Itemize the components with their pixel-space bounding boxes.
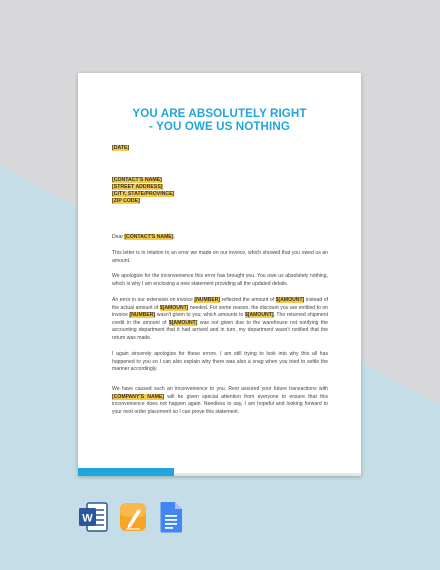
address-street: [STREET ADDRESS]: [112, 184, 163, 190]
title-line-1: YOU ARE ABSOLUTELY RIGHT: [132, 107, 307, 120]
salutation-prefix: Dear: [112, 234, 125, 240]
p3-text-4: needed. For some reason, the discount you are entitled to on invoice: [112, 304, 328, 319]
p3-amount-3: $[AMOUNT]: [244, 312, 274, 319]
p3-invoice-number-1: [NUMBER]: [194, 297, 221, 303]
paragraph-3: [112, 297, 328, 343]
salutation-suffix: ,: [173, 234, 175, 240]
date-placeholder: [DATE]: [112, 145, 130, 151]
p5-company-name: [COMPANY'S NAME]: [112, 393, 164, 400]
salutation: [112, 234, 328, 242]
document-page: [78, 73, 361, 476]
p3-text-6: . The returned shipment credit in the amount of: [112, 312, 328, 326]
paragraph-5: [112, 386, 328, 416]
paragraph-1-text: This letter is in relation to an error we made on our invoice, which showed that you owed us an amount.: [112, 250, 328, 264]
p3-text-2: reflected the amount of: [220, 297, 276, 303]
p3-text-7: was not given due to the warehouse not notifying the accounting department that it had arrived and in turn, my department wasn't notified that the return was made.: [112, 319, 328, 341]
p3-amount-1: $[AMOUNT]: [275, 297, 305, 303]
paragraph-4: [112, 351, 328, 374]
paragraph-2-text: We apologize for the inconvenience this error has brought you. You owe us absolutely nothing, which is why I am enclosing a new statement providing all the updated details.: [112, 273, 328, 287]
p3-text-3: instead of the actual amount of: [112, 297, 328, 311]
date-field: [112, 145, 129, 152]
address-contact-name: [CONTACT'S NAME]: [112, 177, 162, 183]
p3-text-1: An error in our extension on invoice: [112, 297, 195, 303]
pages-icon[interactable]: [118, 500, 148, 534]
p5-text-1: We have caused such an inconvenience to you. Rest assured your future transactions with: [112, 386, 328, 392]
title-line-2: - YOU OWE US NOTHING: [149, 120, 290, 133]
p3-text-5: wasn't given to you; which amounts to: [155, 312, 245, 319]
google-docs-icon[interactable]: [156, 500, 186, 534]
p3-amount-4: $[AMOUNT]: [168, 319, 198, 326]
paragraph-2: [112, 273, 328, 288]
word-icon[interactable]: [78, 500, 108, 534]
p5-text-2: will be given special attention from everyone to ensure that this inconvenience does not happen again. Needless to say, I am hopeful and looking forward to your next order placement so I can prove this statement.: [112, 393, 328, 415]
address-city-state: [CITY, STATE/PROVINCE]: [112, 191, 175, 197]
paragraph-4-text: I again sincerely apologize for these errors. I am still trying to look into why this all has happened to you so I can also explain why there was also a snag when you tried to settle the manner accordingly.: [112, 351, 328, 373]
word-icon-letter: W: [82, 512, 93, 525]
document-title: [98, 107, 341, 133]
paragraph-1: [112, 250, 328, 265]
p3-invoice-number-2: [NUMBER]: [129, 312, 156, 319]
footer-accent-bar: [78, 468, 174, 476]
p3-amount-2: $[AMOUNT]: [159, 304, 189, 311]
address-block: [112, 177, 174, 205]
footer-gray-bar: [174, 473, 361, 476]
address-zip: [ZIP CODE]: [112, 198, 140, 204]
salutation-contact-name: [CONTACT'S NAME]: [124, 234, 174, 240]
